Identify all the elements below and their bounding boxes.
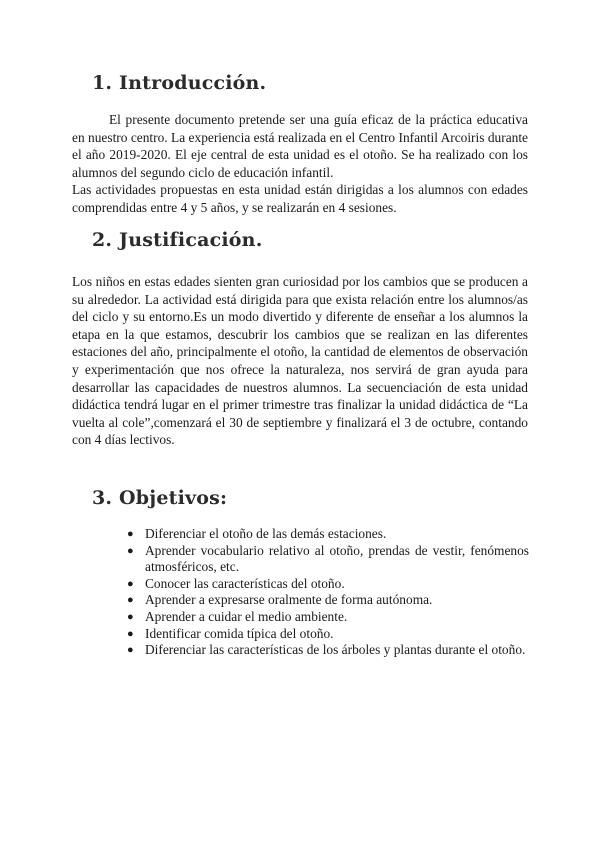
intro-paragraph: El presente documento pretende ser una guía eficaz de la práctica educativa en nuestro centro. La experiencia está realizada en el Centro Infantil Arcoiris durante el año 2019-2020. El eje central de esta unidad es el otoño. Se ha realizado con los alumnos del segundo ciclo de educación infantil. xyxy=(72,112,528,180)
bullet-icon: ● xyxy=(127,577,134,590)
objectives-list xyxy=(127,526,529,659)
list-item: ● Diferenciar las características de los árboles y plantas durante el otoño. xyxy=(127,642,526,658)
bullet-icon: ● xyxy=(127,644,134,657)
list-item: ● Aprender a expresarse oralmente de forma autónoma. xyxy=(127,592,433,608)
intro-paragraph-activities: Las actividades propuestas en esta unidad están dirigidas a los alumnos con edades comprendidas entre 4 y 5 años, y se realizarán en 4 sesiones. xyxy=(72,182,528,215)
bullet-icon: ● xyxy=(127,627,134,640)
bullet-icon: ● xyxy=(127,528,134,540)
list-item: ● Conocer las características del otoño. xyxy=(127,575,345,591)
list-item: ● Diferenciar el otoño de las demás estaciones. xyxy=(127,526,387,541)
section-heading-justificacion: 2. Justificación. xyxy=(92,229,263,251)
section-heading-objetivos: 3. Objetivos: xyxy=(92,487,228,509)
section-heading-introduccion: 1. Introducción. xyxy=(92,72,267,94)
justification-paragraph: Los niños en estas edades sienten gran curiosidad por los cambios que se producen a su alrededor. La actividad está dirigida para que exista relación entre los alumnos/as del ciclo y su entorno.Es un modo divertido y diferente de enseñar a los alumnos la etapa en la que estamos, descubrir los cambios que se realizan en las diferentes estaciones del año, principalmente el otoño, la cantidad de elementos de observación y experimentación que nos ofrece la naturaleza, nos servirá de gran ayuda para desarrollar las capacidades de nuestros alumnos. La secuenciación de esta unidad didáctica tendrá lugar en el primer trimestre tras finalizar la unidad didáctica de “La vuelta al cole”,comenzará el 30 de septiembre y finalizará el 3 de octubre, contando con 4 días lectivos. xyxy=(72,274,528,448)
bullet-icon: ● xyxy=(127,544,134,557)
bullet-icon: ● xyxy=(127,594,134,607)
list-item: ● Identificar comida típica del otoño. xyxy=(127,625,334,641)
bullet-icon: ● xyxy=(127,610,134,623)
list-item: ● Aprender vocabulario relativo al otoño, prendas de vestir, fenómenos atmosféricos, etc. xyxy=(127,542,529,575)
list-item: ● Aprender a cuidar el medio ambiente. xyxy=(127,608,348,624)
